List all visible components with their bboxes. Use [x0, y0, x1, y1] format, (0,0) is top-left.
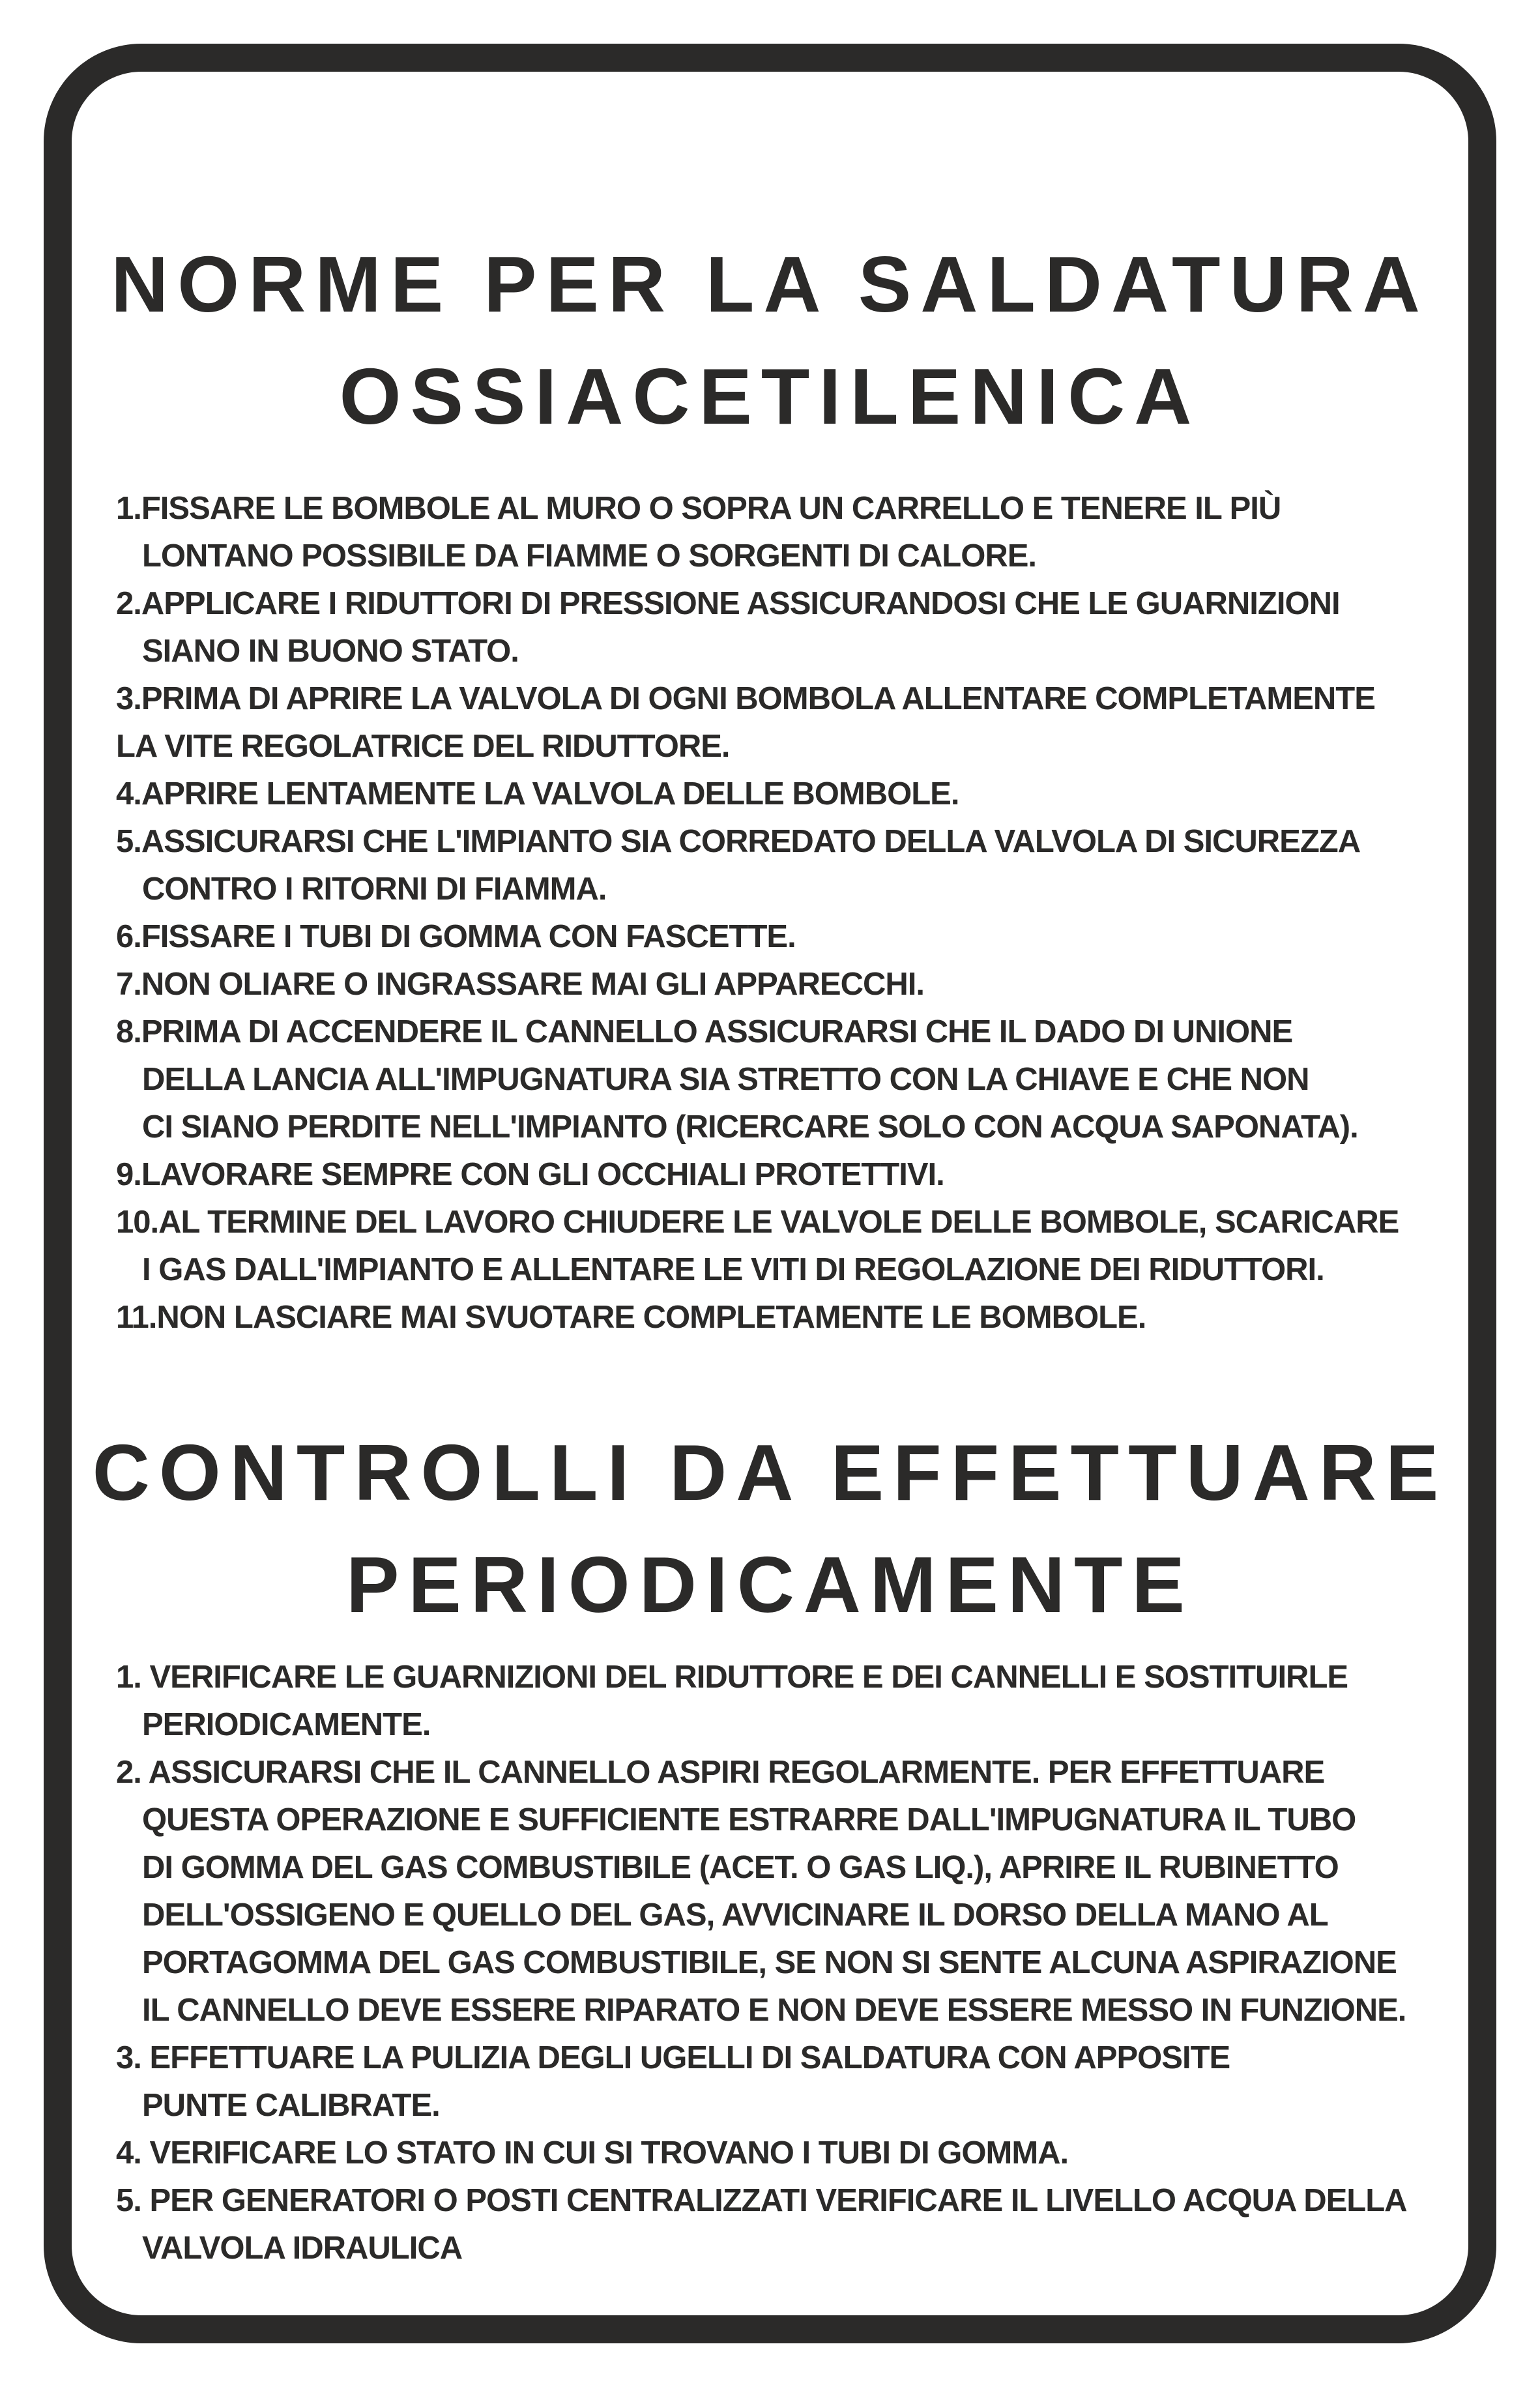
list-line: CONTRO I RITORNI DI FIAMMA. [142, 871, 607, 907]
list-line: 10.AL TERMINE DEL LAVORO CHIUDERE LE VALVOLE DELLE BOMBOLE, SCARICARE [116, 1205, 1399, 1240]
title-controlli-periodici [72, 1416, 1468, 1641]
list-line: VALVOLA IDRAULICA [142, 2231, 463, 2266]
list-line: SIANO IN BUONO STATO. [142, 634, 519, 669]
list-line: 3. EFFETTUARE LA PULIZIA DEGLI UGELLI DI SALDATURA CON APPOSITE [116, 2040, 1230, 2075]
list-line: 3.PRIMA DI APRIRE LA VALVOLA DI OGNI BOMBOLA ALLENTARE COMPLETAMENTE [116, 681, 1375, 716]
list-line: 5. PER GENERATORI O POSTI CENTRALIZZATI VERIFICARE IL LIVELLO ACQUA DELLA [116, 2183, 1407, 2218]
list-line: 1.FISSARE LE BOMBOLE AL MURO O SOPRA UN CARRELLO E TENERE IL PIÙ [116, 491, 1281, 526]
title-line: OSSIACETILENICA [339, 352, 1201, 441]
list-line: 2. ASSICURARSI CHE IL CANNELLO ASPIRI REGOLARMENTE. PER EFFETTUARE [116, 1755, 1325, 1790]
title-line: CONTROLLI DA EFFETTUARE [92, 1428, 1448, 1517]
list-line: I GAS DALL'IMPIANTO E ALLENTARE LE VITI DI REGOLAZIONE DEI RIDUTTORI. [142, 1252, 1324, 1287]
list-line: DELL'OSSIGENO E QUELLO DEL GAS, AVVICINARE IL DORSO DELLA MANO AL [142, 1897, 1328, 1933]
list-line: DI GOMMA DEL GAS COMBUSTIBILE (ACET. O GAS LIQ.), APRIRE IL RUBINETTO [142, 1850, 1339, 1885]
welding-rules-list [72, 485, 1468, 1341]
title-line: PERIODICAMENTE [346, 1540, 1194, 1629]
list-line: DELLA LANCIA ALL'IMPUGNATURA SIA STRETTO CON LA CHIAVE E CHE NON [142, 1062, 1309, 1097]
list-line: 8.PRIMA DI ACCENDERE IL CANNELLO ASSICURARSI CHE IL DADO DI UNIONE [116, 1014, 1293, 1049]
sign-content [72, 72, 1468, 2315]
list-line: CI SIANO PERDITE NELL'IMPIANTO (RICERCARE SOLO CON ACQUA SAPONATA). [142, 1109, 1358, 1145]
periodic-checks-list [72, 1654, 1468, 2272]
list-line: PUNTE CALIBRATE. [142, 2088, 440, 2123]
list-line: QUESTA OPERAZIONE E SUFFICIENTE ESTRARRE DALL'IMPUGNATURA IL TUBO [142, 1802, 1356, 1838]
list-line: 11.NON LASCIARE MAI SVUOTARE COMPLETAMENTE LE BOMBOLE. [116, 1300, 1146, 1335]
title-norme-saldatura [72, 228, 1468, 452]
list-line: PERIODICAMENTE. [142, 1707, 431, 1742]
list-line: 6.FISSARE I TUBI DI GOMMA CON FASCETTE. [116, 919, 796, 954]
list-line: 1. VERIFICARE LE GUARNIZIONI DEL RIDUTTORE E DEI CANNELLI E SOSTITUIRLE [116, 1660, 1348, 1695]
list-line: LA VITE REGOLATRICE DEL RIDUTTORE. [116, 729, 730, 764]
title-line: NORME PER LA SALDATURA [111, 240, 1429, 329]
list-line: 4. VERIFICARE LO STATO IN CUI SI TROVANO I TUBI DI GOMMA. [116, 2135, 1069, 2171]
list-line: 9.LAVORARE SEMPRE CON GLI OCCHIALI PROTETTIVI. [116, 1157, 944, 1192]
list-line: 4.APRIRE LENTAMENTE LA VALVOLA DELLE BOMBOLE. [116, 776, 959, 812]
list-line: 2.APPLICARE I RIDUTTORI DI PRESSIONE ASSICURANDOSI CHE LE GUARNIZIONI [116, 586, 1340, 621]
list-line: IL CANNELLO DEVE ESSERE RIPARATO E NON DEVE ESSERE MESSO IN FUNZIONE. [142, 1993, 1406, 2028]
list-line: LONTANO POSSIBILE DA FIAMME O SORGENTI DI CALORE. [142, 538, 1037, 574]
list-line: PORTAGOMMA DEL GAS COMBUSTIBILE, SE NON SI SENTE ALCUNA ASPIRAZIONE [142, 1945, 1397, 1980]
list-line: 5.ASSICURARSI CHE L'IMPIANTO SIA CORREDATO DELLA VALVOLA DI SICUREZZA [116, 824, 1361, 859]
list-line: 7.NON OLIARE O INGRASSARE MAI GLI APPARECCHI. [116, 967, 924, 1002]
